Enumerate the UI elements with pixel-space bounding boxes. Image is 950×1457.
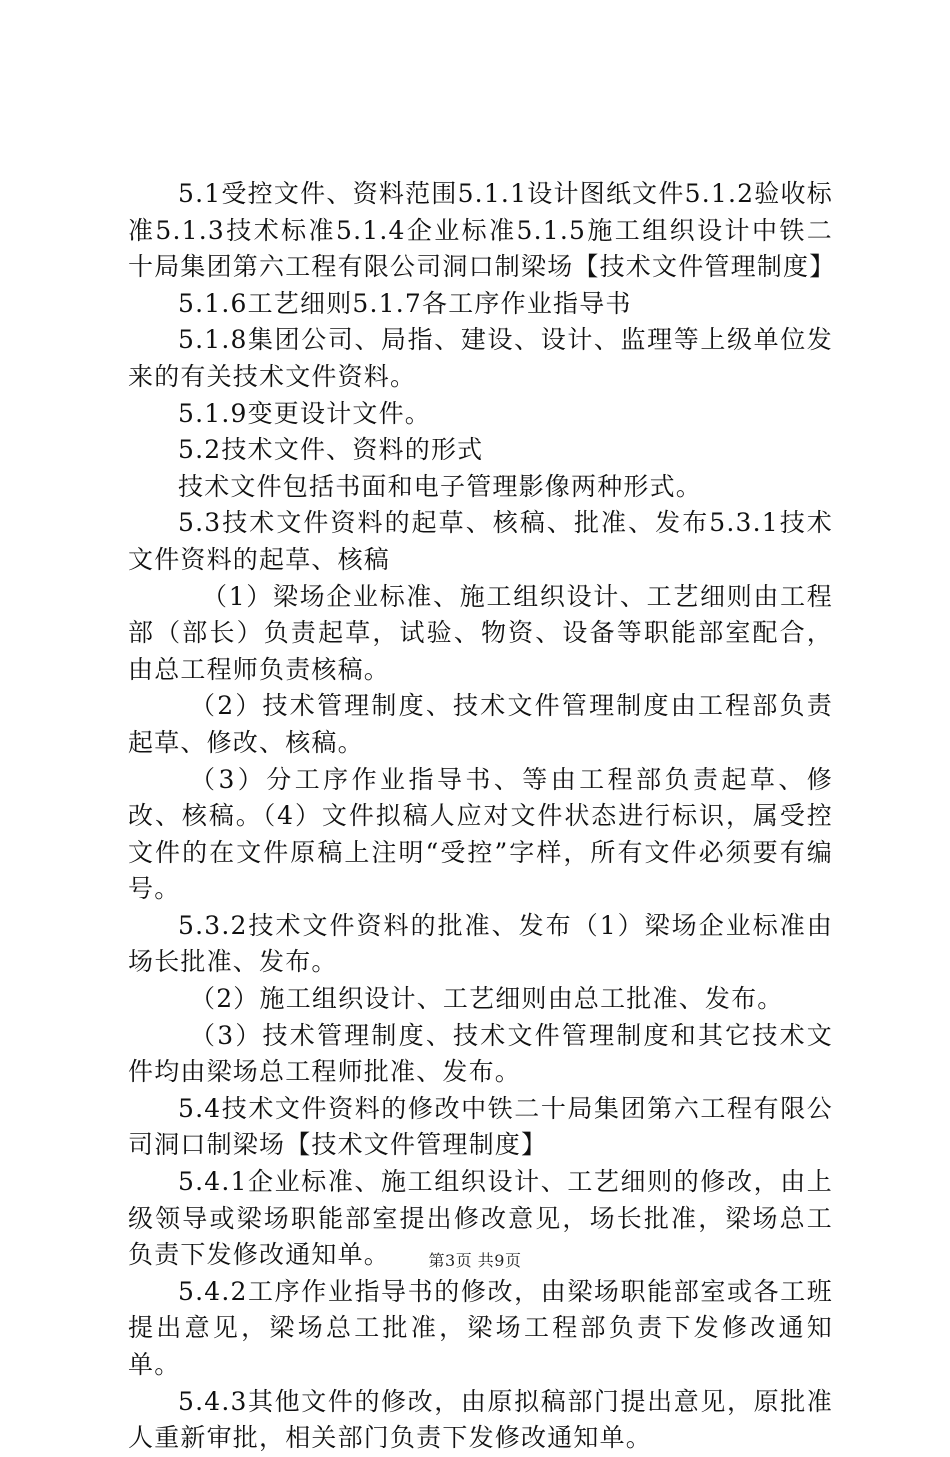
paragraph-5-3-2: 5.3.2技术文件资料的批准、发布（1）梁场企业标准由场长批准、发布。 (128, 910, 833, 977)
paragraph-5-4-3: 5.4.3其他文件的修改，由原拟稿部门提出意见，原批准人重新审批，相关部门负责下发修改通知单。 (128, 1386, 833, 1453)
page-number-footer: 第3页 共9页 (428, 1251, 522, 1270)
paragraph-5-1-8: 5.1.8集团公司、局指、建设、设计、监理等上级单位发来的有关技术文件资料。 (128, 325, 833, 391)
paragraph-5-3-2-item-3: （3）技术管理制度、技术文件管理制度和其它技术文件均由梁场总工程师批准、发布。 (128, 1020, 833, 1087)
paragraph-5-3-1-item-3: （3）分工序作业指导书、等由工程部负责起草、修改、核稿。（4）文件拟稿人应对文件状态进行标识，属受控文件的在文件原稿上注明“受控”字样，所有文件必须要有编号。 (128, 764, 833, 904)
paragraph-5-4-2: 5.4.2工序作业指导书的修改，由梁场职能部室或各工班提出意见，梁场总工批准，梁场工程部负责下发修改通知单。 (128, 1276, 833, 1379)
paragraph-5-1-9: 5.1.9变更设计文件。 (178, 398, 432, 428)
paragraph-5-1-6: 5.1.6工艺细则5.1.7各工序作业指导书 (178, 288, 632, 318)
paragraph-5-4: 5.4技术文件资料的修改中铁二十局集团第六工程有限公司洞口制梁场【技术文件管理制度】 (128, 1093, 833, 1160)
paragraph-5-4-1: 5.4.1企业标准、施工组织设计、工艺细则的修改，由上级领导或梁场职能部室提出修改意见，场长批准，梁场总工负责下发修改通知单。 (128, 1167, 833, 1270)
paragraph-5-3-1-item-1: （1）梁场企业标准、施工组织设计、工艺细则由工程部（部长）负责起草，试验、物资、设备等职能部室配合，由总工程师负责核稿。 (128, 581, 833, 684)
paragraph-5-3-2-item-2: （2）施工组织设计、工艺细则由总工批准、发布。 (190, 984, 784, 1014)
paragraph-5-3-1-item-2: （2）技术管理制度、技术文件管理制度由工程部负责起草、修改、核稿。 (128, 691, 833, 757)
paragraph-5-2: 5.2技术文件、资料的形式 (178, 435, 484, 465)
paragraph-5-2-body: 技术文件包括书面和电子管理影像两种形式。 (178, 471, 703, 501)
paragraph-5-1: 5.1受控文件、资料范围5.1.1设计图纸文件5.1.2验收标准5.1.3技术标准5.1.4企业标准5.1.5施工组织设计中铁二十局集团第六工程有限公司洞口制梁场【技术文件管理制度】 (128, 179, 836, 282)
paragraph-5-3: 5.3技术文件资料的起草、核稿、批准、发布5.3.1技术文件资料的起草、核稿 (128, 508, 833, 574)
